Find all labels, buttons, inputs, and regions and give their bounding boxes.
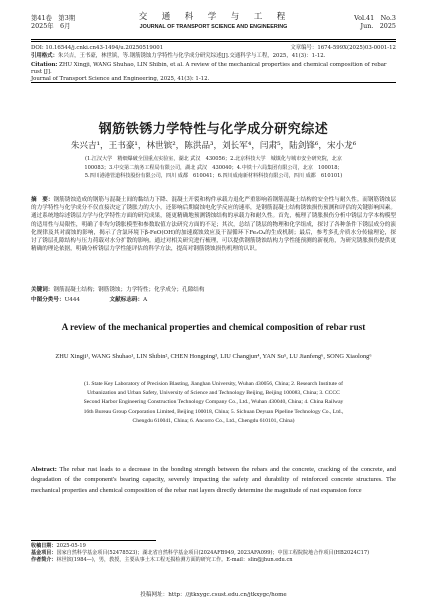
page-title-en: A review of the mechanical properties and chemical composition of rebar rust [61,322,366,332]
funding-label: 基金项目： [31,550,57,557]
citation-cn-text: 朱兴吉，王书豪，林世镔，等.钢筋锈蚀力学特性与化学成分研究综述[J].交通科学与工程，2025，41(3)：1-12. [57,53,326,59]
citation-en-text-2: Journal of Transport Science and Engineering, 2025, 41(3): 1-12. [31,76,210,83]
author-bio [31,557,396,564]
meta-rule [31,82,396,83]
volume-cn: 第41卷 第3期 [31,14,76,22]
abstract-en-label: Abstract: [31,466,57,473]
footnotes [31,543,396,564]
classification-line [31,296,396,304]
affiliation-cn-line: 100083；3.中交第二航务工程局有限公司，湖北 武汉 430040；4.中铁十六局集团有限公司，北京 100018； [84,164,343,171]
page-title-cn: 钢筋铁锈力学特性与化学成分研究综述 [98,122,329,137]
citation-cn-label: 引用格式： [31,53,58,59]
doi: DOI: 10.16544/j.cnki.cn43-1494/u.20250519001 [31,45,164,51]
abstract-en [31,465,396,496]
affiliation-en-line: Chengdu 610041, China; 6. Ancorro Co., Ltd., Chengdu 610101, China) [132,417,295,424]
keywords-cn-text: 钢筋混凝土结构；钢筋锈蚀；力学特性；化学成分；孔隙结构 [53,287,205,293]
doc-code-label: 文献标志码： [109,297,144,303]
header-left [31,14,75,31]
clc-code: U444 [64,297,80,303]
footnote-rule [31,540,156,541]
affiliations-cn [50,155,377,181]
author-bio-value: 林世镔(1984—)，男，教授，主要从事土木工程无损检测方面的研究工作。E-mail：slin@jhun.edu.cn [56,557,293,564]
abstract-cn [31,196,396,253]
header-center [101,12,326,31]
doc-code: A [143,297,148,303]
header-rule-bottom [31,41,396,42]
affiliations-en [44,380,383,426]
date-cn: 2025年 6月 [31,22,71,31]
abstract-cn-label: 摘 要： [31,197,54,203]
submission-url: 投稿网址：http：//jtkxygc.csust.edu.cn/jtkxygc/home [140,592,287,598]
abstract-cn-text: 钢筋锈蚀造成的钢筋与混凝土间的黏结力下降、混凝土开裂和构件承载力退化严重影响着钢筋混凝土结构的安全性与耐久性。而钢筋锈蚀层的力学特性与化学成分不仅直接决定了锈胀力的大小，还影响后期腐蚀电化学反应的速率，是钢筋混凝土结构锈蚀损伤预测和评估的关键影响因素。通过系统地综述锈层力学与化学特性方面的研究成果，能更精确地预测锈蚀结构的承载力和耐久性。首先，梳理了锈胀损伤分析中锈层力学本构模型的适用性与局限性，明确了非均匀锈胀模型和参数取值方法研究方面的不足；其次，总结了锈层的物理和化学组成，探讨了各种条件下锈层成分的演化规律及其对腐蚀的影响，揭示了含氯环境下β-FeO(OH)的加速腐蚀效应及干湿循环下Fe₃O₄的生成机制；最后，参考多孔介质水分传输理论，探讨了锈层孔隙结构与压力荷载对水分扩散的影响。通过对相关研究进行梳理，可以提供钢筋锈蚀结构力学性能预测的新视角，为研究锈胀损伤提供更精确的理论依据，明确分析锈层力学性能评估的科学方法，提高对钢筋锈蚀损伤机理的认识。 [31,197,396,253]
doi-line [31,45,396,52]
volume-en: Vol.41 No.3 [354,14,396,22]
funding-value: 国家自然科学基金项目(52478523)；湖北省自然科学基金项目(2024AFB949, 2023AFA099)；中国工程院院地合作项目(HB2024C17) [56,550,370,557]
clc-label: 中图分类号： [31,297,65,303]
citation-cn [31,53,396,60]
citation-en-label: Citation: [31,62,58,68]
affiliation-cn-line: 5.四川港港管道科技股份有限公司，四川 成都 610041；6.四川成南新材料科技有限公司，四川 成都 610101) [84,173,343,180]
keywords-cn-label: 关键词： [31,287,54,293]
article-id: 文章编号：1674-599X(2025)03-0001-12 [290,45,396,51]
journal-name-en: JOURNAL OF TRANSPORT SCIENCE AND ENGINEERING [139,24,288,30]
header-rule-top [31,39,396,40]
abstract-en-text: The rebar rust leads to a decrease in the bonding strength between the rebars and the concrete, cracking of the concrete, and degradation of the component's bearing capacity, severely impacting the safety and durability of reinforced concrete structures. The mechanical properties and chemical composition of the rebar rust layers directly determine the magnitude of rust expansion force [31,466,396,494]
affiliation-cn-line: (1.江汉大学 精细爆破全国重点实验室，湖北 武汉 430056；2.北京科技大学 城镇化与城市安全研究院，北京 [85,156,342,162]
authors-en: ZHU Xingji¹, WANG Shuhao¹, LIN Shibin², CHEN Hongping³, LIU Changjun⁴, YAN Su⁵, LU Jianfeng⁶, SONG Xiaolong⁶ [55,353,372,360]
author-bio-label: 作者简介： [31,557,57,564]
affiliation-en-line: (1. State Key Laboratory of Precision Blasting, Jianghan University, Wuhan 430056, China; 2. Research Institute of [83,381,344,387]
journal-name-cn: 交 通 科 学 与 工 程 [138,12,289,22]
citation-en [31,62,396,84]
received-label: 收稿日期： [31,543,57,549]
affiliation-en-line: 16th Bureau Group Corporation Limited, Beijing 100018, China; 5. Sichuan Deyuan Pipeline Technology Co., Ltd., [83,408,344,415]
received-value: 2025-05-19 [56,543,86,549]
header-right [354,14,396,31]
citation-en-text-1: ZHU Xingji, WANG Shuhao, LIN Shibin, et al. A review of the mechanical properties and chemical composition of rebar rust [J]. [31,62,387,76]
authors-cn: 朱兴吉¹，王书豪¹，林世镔²，陈洪品³，刘长军⁴，闫肃⁵，陆剑锋⁶，宋小龙⁶ [70,141,357,151]
keywords-cn [31,286,396,294]
date-en: Jun. 2025 [360,22,396,31]
journal-header [31,12,396,38]
affiliation-en-line: Second Harbor Engineering Construction Technology Company Co., Ltd., Wuhan 430040, China; 4. China Railway [83,399,344,406]
affiliation-en-line: Urbanization and Urban Safety, University of Science and Technology Beijing, Beijing 100083, China; 3. CCCC [87,390,340,397]
